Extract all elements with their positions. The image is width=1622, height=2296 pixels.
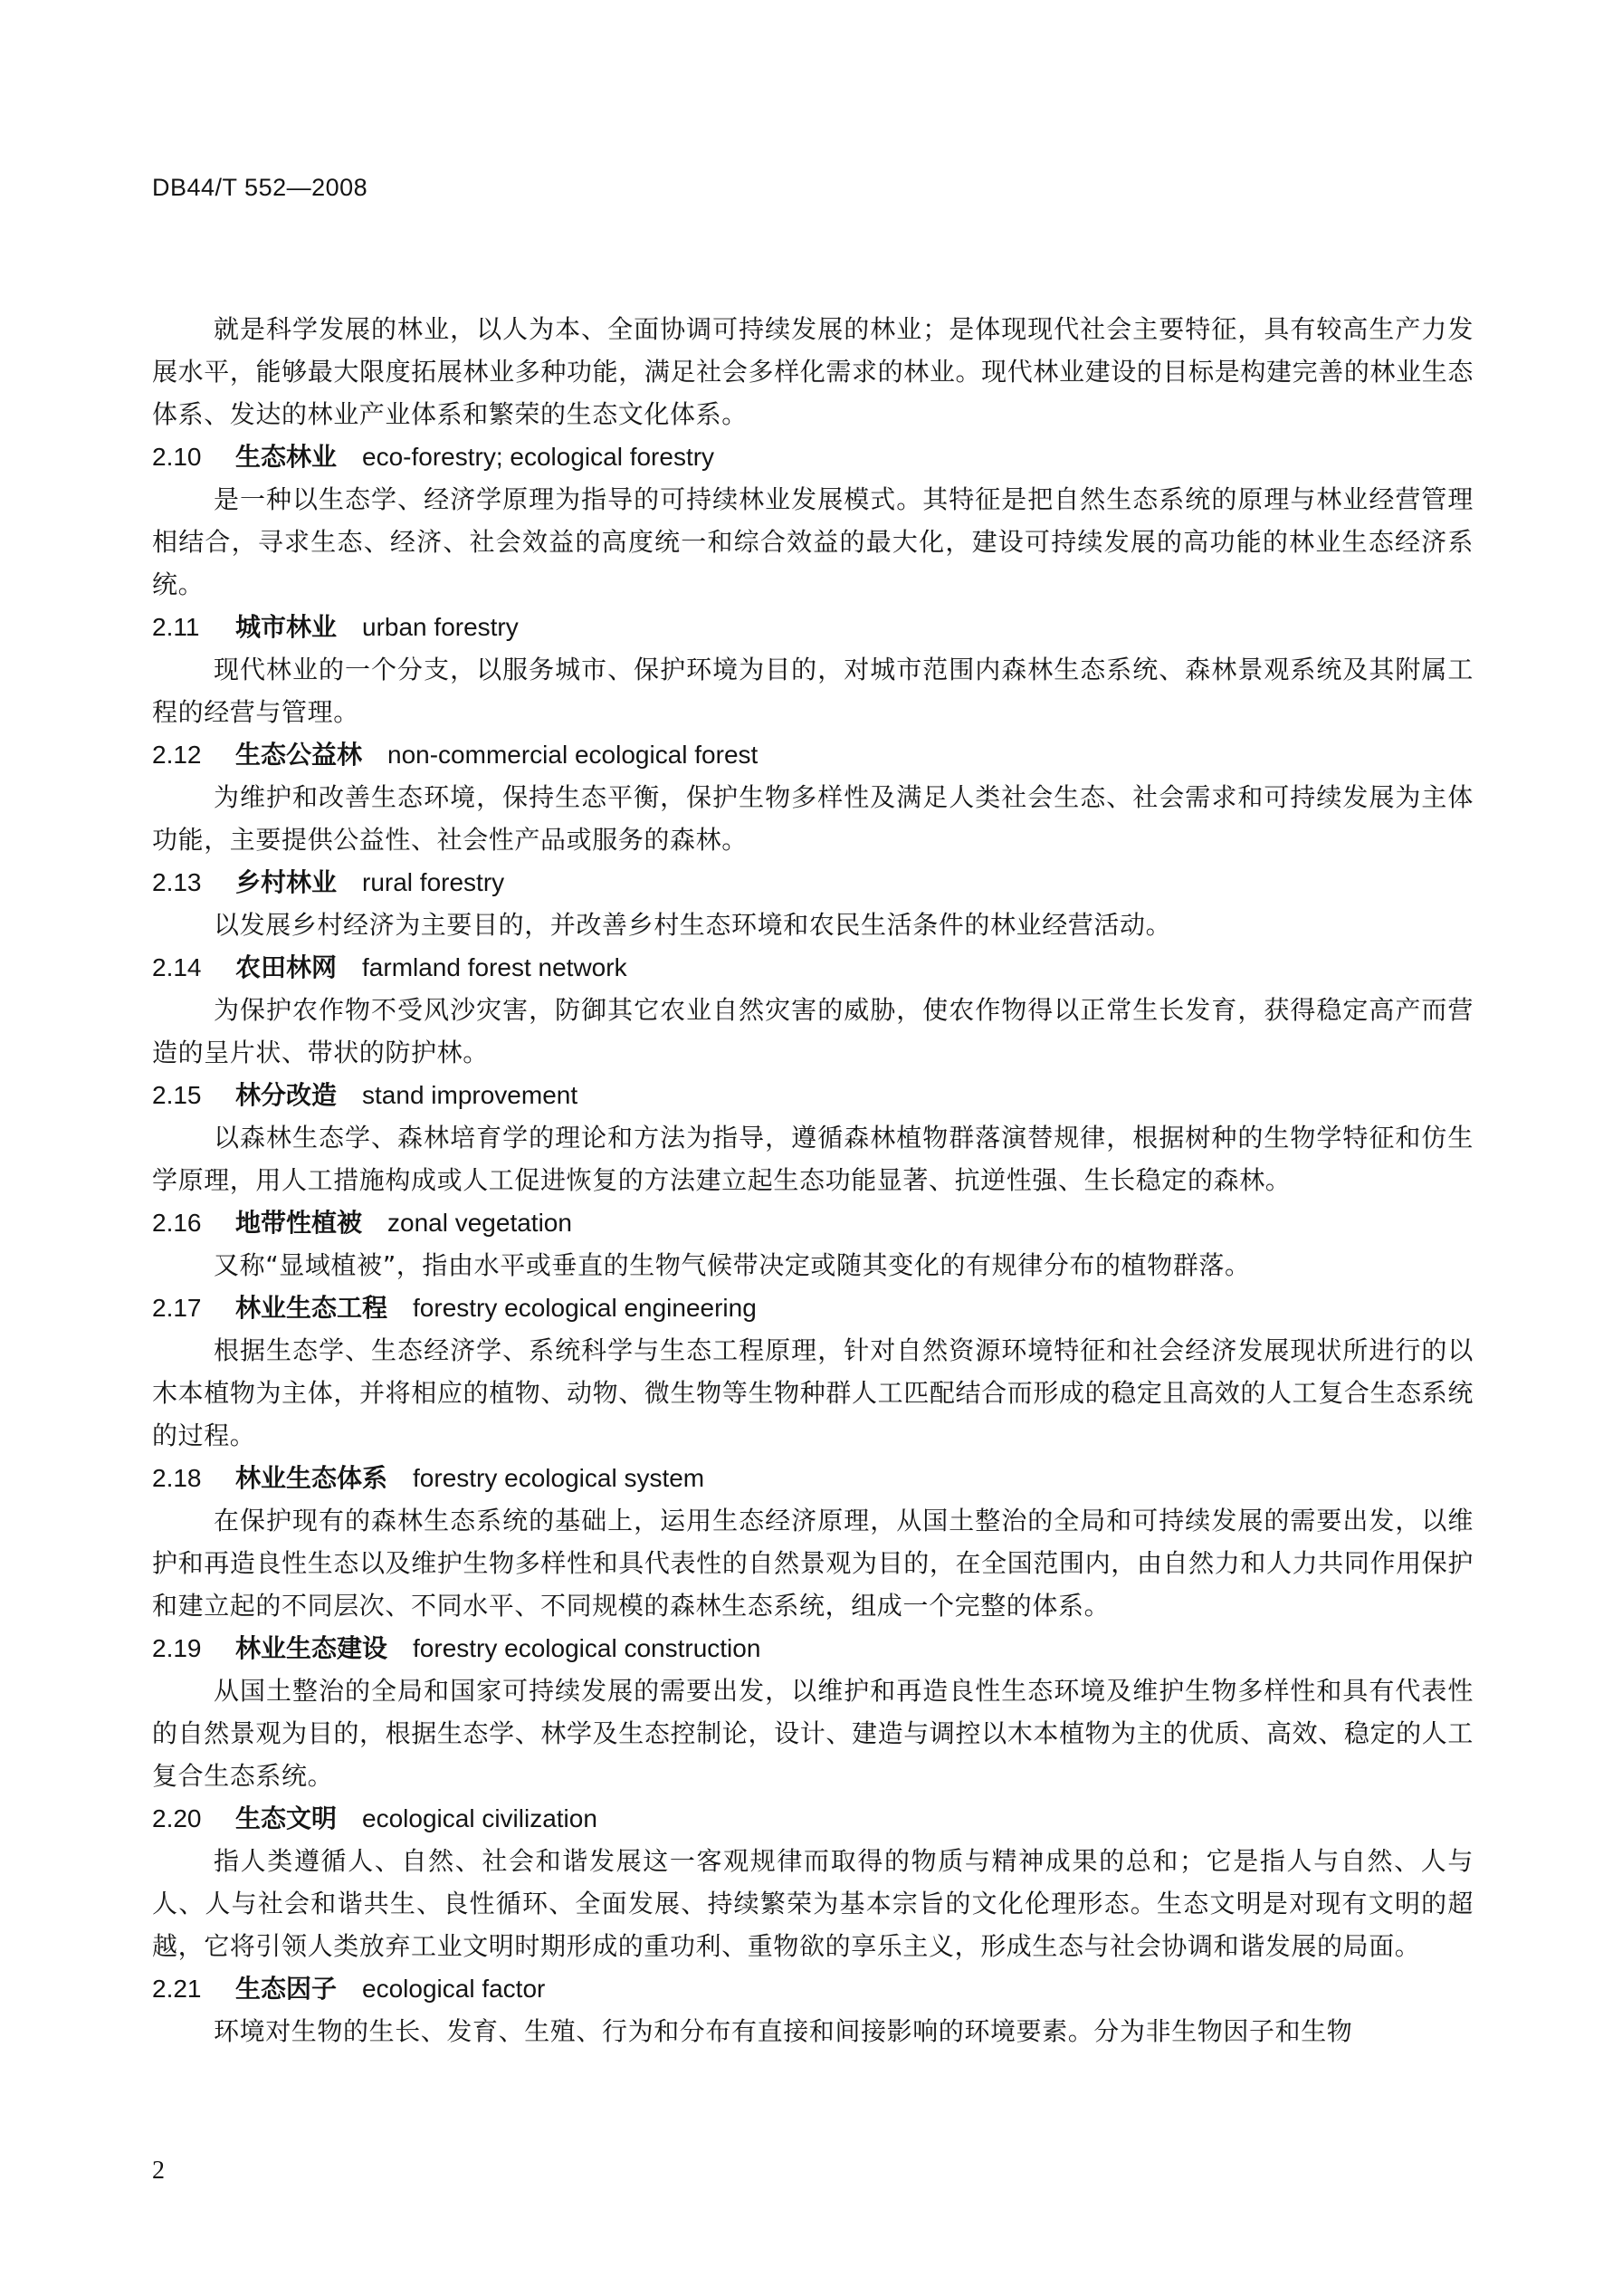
term-definition: 为维护和改善生态环境，保持生态平衡，保护生物多样性及满足人类社会生态、社会需求和可持续发展为主体功能，主要提供公益性、社会性产品或服务的森林。 <box>152 782 1474 855</box>
term-2-15 <box>152 1074 1474 1201</box>
term-number: 2.10 <box>152 443 202 471</box>
term-definition: 又称“显域植被”，指由水平或垂直的生物气候带决定或随其变化的有规律分布的植物群落。 <box>214 1250 1251 1280</box>
term-number: 2.20 <box>152 1804 202 1832</box>
term-chinese: 地带性植被 <box>235 1208 363 1238</box>
term-2-17 <box>152 1287 1474 1457</box>
term-number: 2.14 <box>152 953 202 981</box>
term-heading <box>152 946 1474 989</box>
term-2-13 <box>152 861 1474 946</box>
term-chinese: 生态文明 <box>235 1803 338 1833</box>
term-number: 2.15 <box>152 1081 202 1109</box>
term-english: ecological factor <box>362 1975 546 2003</box>
term-english: zonal vegetation <box>387 1209 572 1237</box>
term-chinese: 林业生态体系 <box>235 1463 388 1493</box>
term-number: 2.17 <box>152 1294 202 1322</box>
term-number: 2.18 <box>152 1464 202 1492</box>
term-heading <box>152 1797 1474 1840</box>
term-english: ecological civilization <box>362 1804 597 1832</box>
term-number: 2.21 <box>152 1975 202 2003</box>
term-heading <box>152 1287 1474 1329</box>
term-heading <box>152 1627 1474 1669</box>
term-chinese: 林分改造 <box>235 1080 338 1110</box>
term-heading <box>152 1457 1474 1499</box>
term-2-21 <box>152 1967 1474 2052</box>
term-chinese: 生态公益林 <box>235 740 363 770</box>
term-english: eco-forestry; ecological forestry <box>362 443 715 471</box>
term-heading <box>152 861 1474 904</box>
term-definition: 以发展乡村经济为主要目的，并改善乡村生态环境和农民生活条件的林业经营活动。 <box>214 910 1172 940</box>
term-definition: 为保护农作物不受风沙灾害，防御其它农业自然灾害的威胁，使农作物得以正常生长发育，获得稳定高产而营造的呈片状、带状的防护林。 <box>152 995 1474 1067</box>
term-chinese: 生态林业 <box>235 442 338 472</box>
term-english: forestry ecological construction <box>413 1634 761 1662</box>
term-heading <box>152 1074 1474 1116</box>
term-english: rural forestry <box>362 868 505 896</box>
term-number: 2.19 <box>152 1634 202 1662</box>
term-english: stand improvement <box>362 1081 578 1109</box>
term-definition: 现代林业的一个分支，以服务城市、保护环境为目的，对城市范围内森林生态系统、森林景观系统及其附属工程的经营与管理。 <box>152 655 1474 727</box>
term-2-14 <box>152 946 1474 1074</box>
term-definition: 环境对生物的生长、发育、生殖、行为和分布有直接和间接影响的环境要素。分为非生物因子和生物 <box>214 2016 1353 2046</box>
term-2-11 <box>152 606 1474 733</box>
intro-paragraph: 就是科学发展的林业，以人为本、全面协调可持续发展的林业；是体现现代社会主要特征，具有较高生产力发展水平，能够最大限度拓展林业多种功能，满足社会多样化需求的林业。现代林业建设的目标是构建完善的林业生态体系、发达的林业产业体系和繁荣的生态文化体系。 <box>152 314 1474 429</box>
term-definition: 指人类遵循人、自然、社会和谐发展这一客观规律而取得的物质与精神成果的总和；它是指人与自然、人与人、人与社会和谐共生、良性循环、全面发展、持续繁荣为基本宗旨的文化伦理形态。生态文明是对现有文明的超越，它将引领人类放弃工业文明时期形成的重功利、重物欲的享乐主义，形成生态与社会协调和谐发展的局面。 <box>152 1846 1474 1961</box>
term-definition: 是一种以生态学、经济学原理为指导的可持续林业发展模式。其特征是把自然生态系统的原理与林业经营管理相结合，寻求生态、经济、社会效益的高度统一和综合效益的最大化，建设可持续发展的高功能的林业生态经济系统。 <box>152 484 1474 599</box>
term-chinese: 生态因子 <box>235 1974 338 2004</box>
term-definition: 从国土整治的全局和国家可持续发展的需要出发，以维护和再造良性生态环境及维护生物多样性和具有代表性的自然景观为目的，根据生态学、林学及生态控制论，设计、建造与调控以木本植物为主的优质、高效、稳定的人工复合生态系统。 <box>152 1676 1474 1791</box>
term-english: urban forestry <box>362 613 519 641</box>
document-code: DB44/T 552—2008 <box>152 174 368 201</box>
term-chinese: 城市林业 <box>235 612 338 642</box>
term-2-20 <box>152 1797 1474 1967</box>
term-english: forestry ecological system <box>413 1464 705 1492</box>
term-definition: 以森林生态学、森林培育学的理论和方法为指导，遵循森林植物群落演替规律，根据树种的生物学特征和仿生学原理，用人工措施构成或人工促进恢复的方法建立起生态功能显著、抗逆性强、生长稳定的森林。 <box>152 1123 1474 1195</box>
term-heading <box>152 606 1474 648</box>
term-chinese: 林业生态建设 <box>235 1633 388 1663</box>
term-english: forestry ecological engineering <box>413 1294 757 1322</box>
term-english: non-commercial ecological forest <box>387 741 759 769</box>
term-2-19 <box>152 1627 1474 1797</box>
term-chinese: 乡村林业 <box>235 867 338 897</box>
term-chinese: 农田林网 <box>235 952 338 982</box>
term-heading <box>152 733 1474 776</box>
term-2-10 <box>152 435 1474 606</box>
term-number: 2.16 <box>152 1209 202 1237</box>
term-2-12 <box>152 733 1474 861</box>
term-chinese: 林业生态工程 <box>235 1293 388 1323</box>
term-heading <box>152 1967 1474 2010</box>
term-heading <box>152 435 1474 478</box>
term-2-18 <box>152 1457 1474 1627</box>
term-number: 2.11 <box>152 613 200 641</box>
term-number: 2.12 <box>152 741 202 769</box>
term-heading <box>152 1201 1474 1244</box>
term-number: 2.13 <box>152 868 202 896</box>
term-2-16 <box>152 1201 1474 1287</box>
page-number: 2 <box>152 2157 165 2185</box>
term-english: farmland forest network <box>362 953 627 981</box>
term-definition: 根据生态学、生态经济学、系统科学与生态工程原理，针对自然资源环境特征和社会经济发展现状所进行的以木本植物为主体，并将相应的植物、动物、微生物等生物种群人工匹配结合而形成的稳定且高效的人工复合生态系统的过程。 <box>152 1335 1474 1450</box>
document-body <box>152 308 1474 2052</box>
term-definition: 在保护现有的森林生态系统的基础上，运用生态经济原理，从国土整治的全局和可持续发展的需要出发，以维护和再造良性生态以及维护生物多样性和具代表性的自然景观为目的，在全国范围内，由自然力和人力共同作用保护和建立起的不同层次、不同水平、不同规模的森林生态系统，组成一个完整的体系。 <box>152 1506 1474 1621</box>
